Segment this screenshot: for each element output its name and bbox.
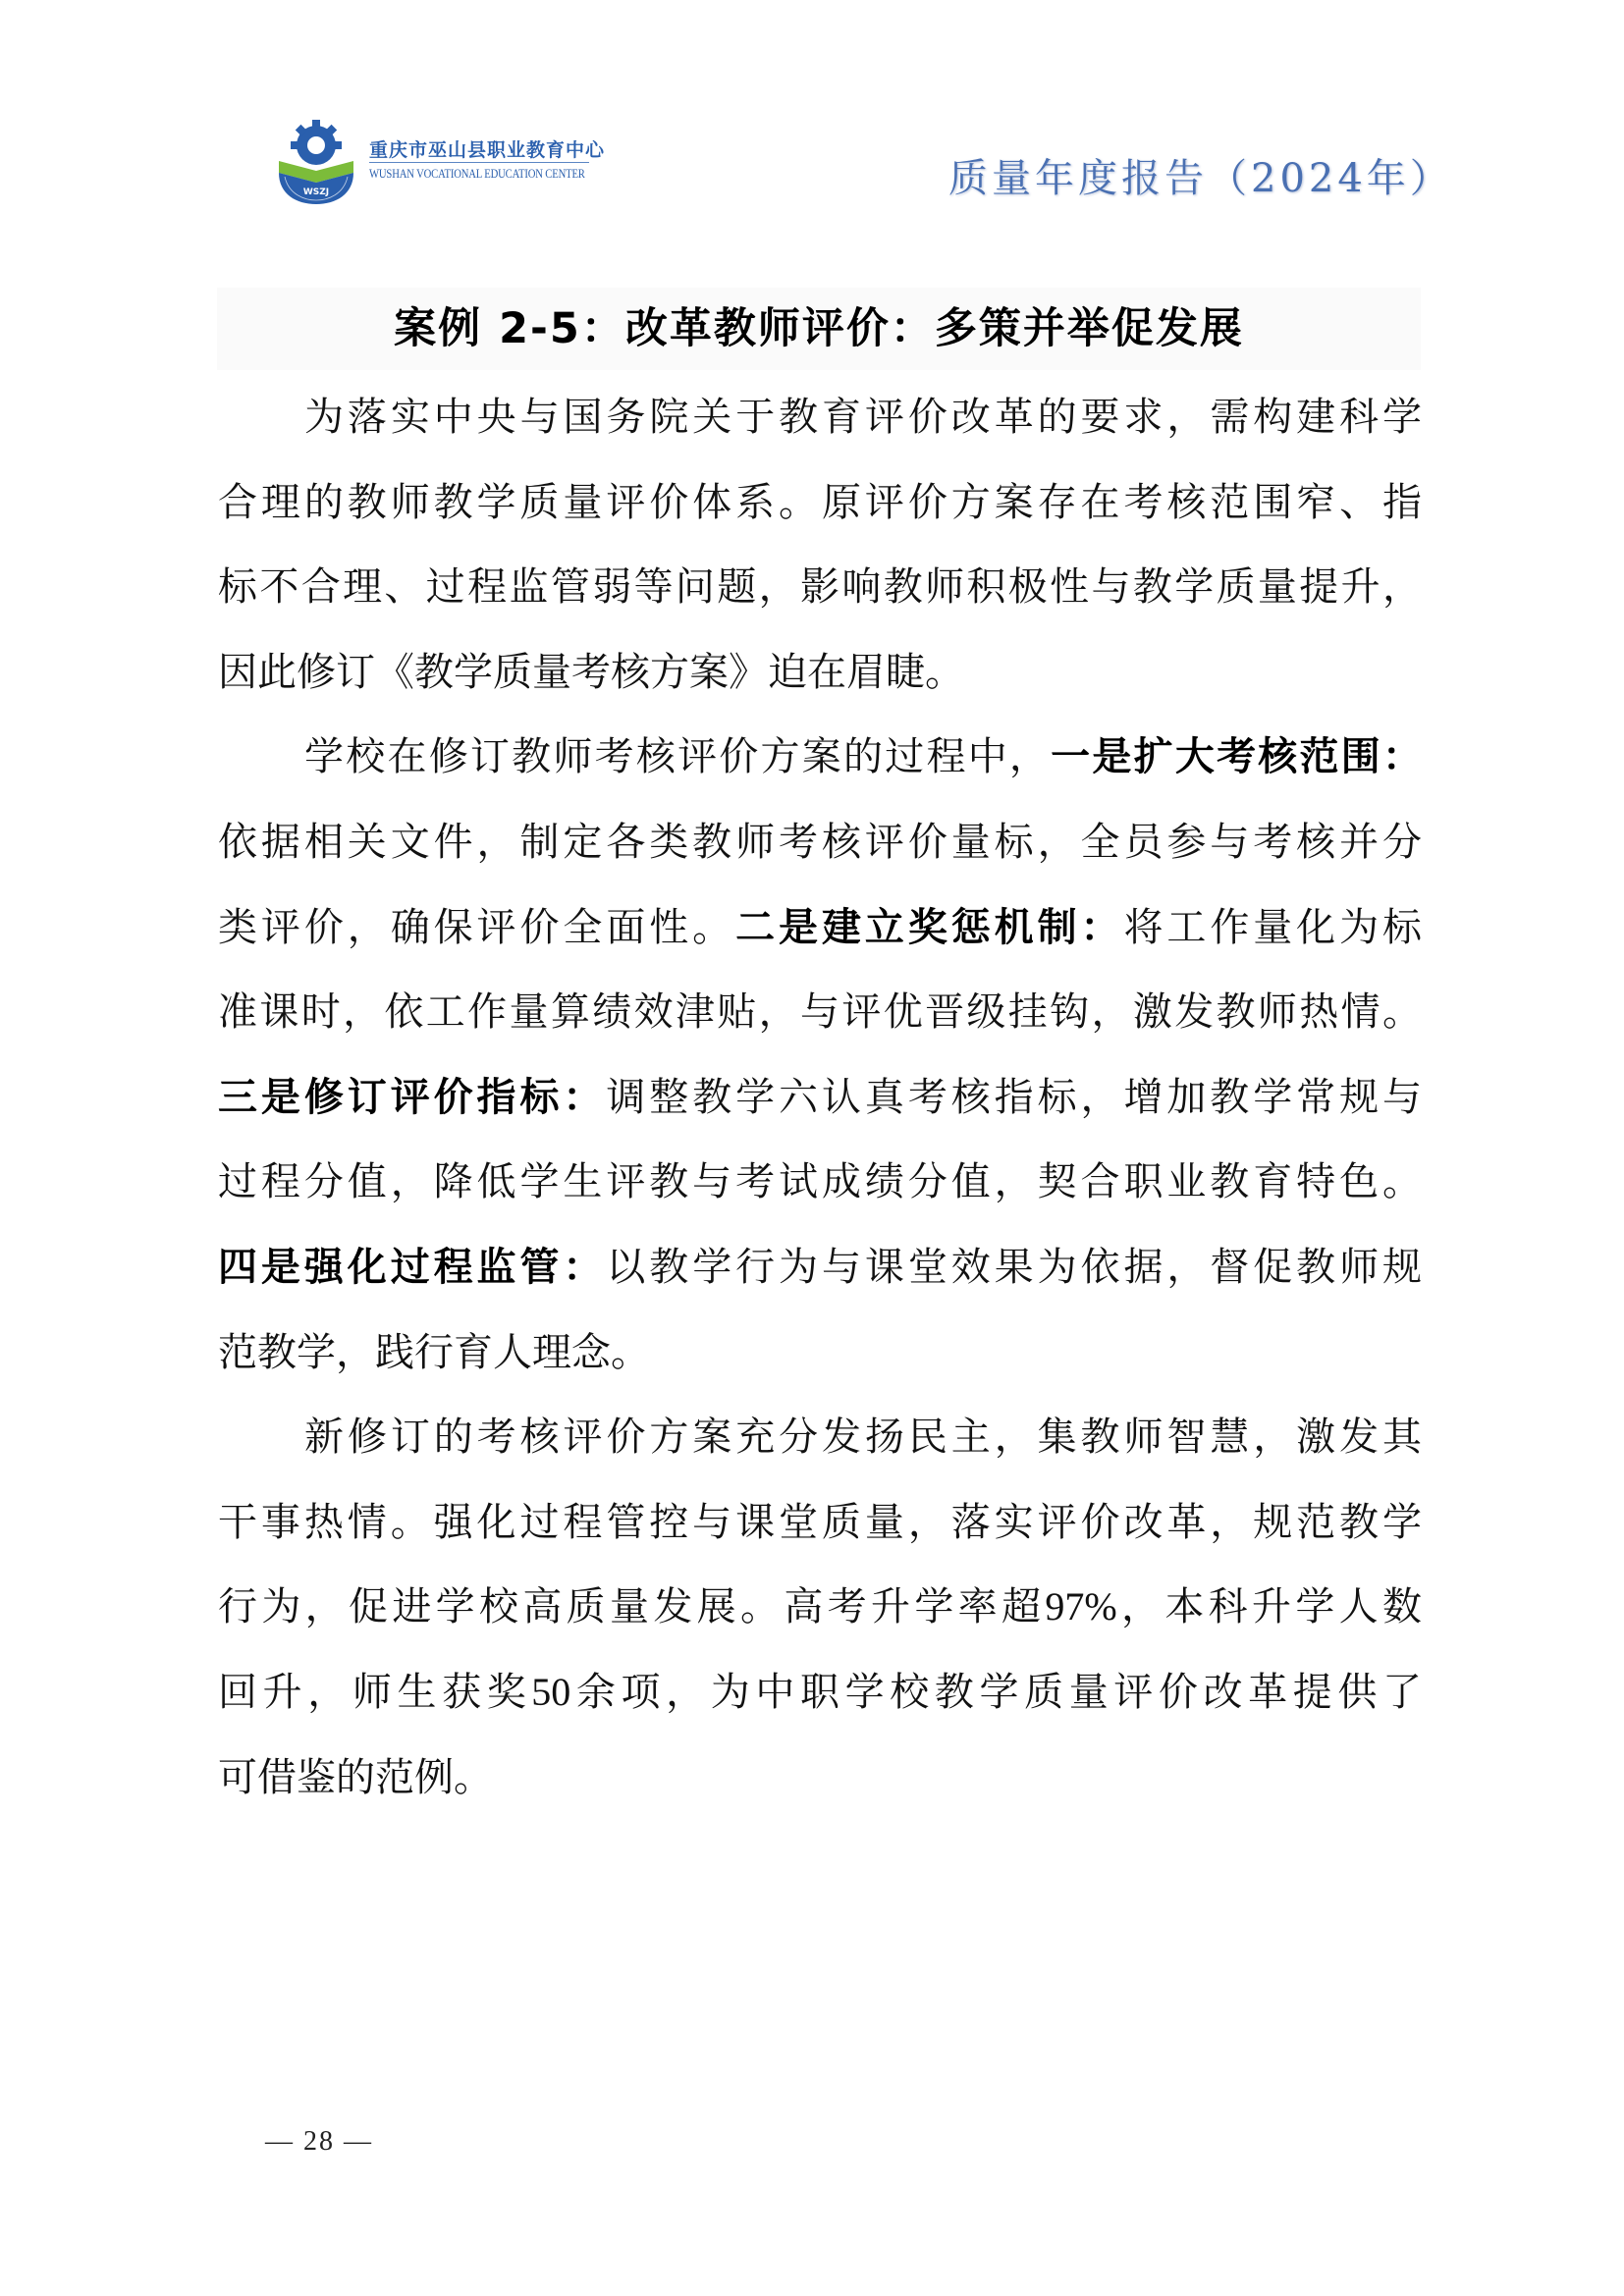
report-title: 质量年度报告（2024年） [948,156,1453,201]
page-header [0,0,1624,236]
body-text: 调整教学六认真考核指标，增加教学常规与 [606,1074,1423,1119]
page-number: — 28 — [265,2126,373,2157]
text-line [218,885,1422,971]
body-text: 标不合理、过程监管弱等问题，影响教师积极性与教学质量提升， [218,564,1422,610]
emphasis-text: 三是修订评价指标： [218,1074,607,1120]
emphasis-text: 一是扩大考核范围： [1051,734,1423,780]
text-line [218,715,1422,800]
text-line [218,1395,1422,1480]
body-text: 准课时，依工作量算绩效津贴，与评优晋级挂钩，激发教师热情。 [218,989,1422,1035]
text-line [218,375,1422,460]
text-line [218,1650,1422,1735]
school-name-en: WUSHAN VOCATIONAL EDUCATION CENTER [369,166,585,181]
case-title-band [217,288,1421,370]
body-text: 学校在修订教师考核评价方案的过程中， [304,734,1052,779]
body-text: 为落实中央与国务院关于教育评价改革的要求，需构建科学 [304,395,1422,439]
case-title: 案例 2-5：改革教师评价：多策并举促发展 [394,304,1244,353]
body-text: 合理的教师教学质量评价体系。原评价方案存在考核范围窄、指 [218,479,1422,524]
gear-book-emblem-icon [271,116,361,206]
body-text: 新修订的考核评价方案充分发扬民主，集教师智慧，激发其 [304,1415,1422,1460]
school-name-cn: 重庆市巫山县职业教育中心 [369,139,606,161]
paragraph [218,375,1422,715]
body-text: 可借鉴的范例。 [218,1754,493,1799]
text-line [218,1140,1422,1225]
case-body [218,375,1422,1820]
body-text: 因此修订《教学质量考核方案》迫在眉睫。 [218,649,964,694]
body-text: 过程分值，降低学生评教与考试成绩分值，契合职业教育特色。 [218,1159,1422,1204]
text-line [218,1310,1422,1396]
body-text: 回升，师生获奖50余项，为中职学校教学质量评价改革提供了 [218,1669,1422,1714]
body-text: 行为，促进学校高质量发展。高考升学率超97%，本科升学人数 [218,1584,1422,1629]
school-logo [271,116,606,206]
text-line [218,1565,1422,1650]
text-line [218,1225,1422,1310]
text-line [218,545,1422,630]
paragraph [218,1395,1422,1820]
body-text: 依据相关文件，制定各类教师考核评价量标，全员参与考核并分 [218,819,1422,864]
body-text: 将工作量化为标 [1123,904,1423,949]
paragraph [218,715,1422,1395]
body-text: 以教学行为与课堂效果为依据，督促教师规 [606,1244,1423,1289]
text-line [218,970,1422,1055]
emphasis-text: 四是强化过程监管： [218,1244,607,1290]
text-line [218,1480,1422,1566]
body-text: 范教学，践行育人理念。 [218,1329,650,1374]
body-text: 干事热情。强化过程管控与课堂质量，落实评价改革，规范教学 [218,1499,1422,1544]
logo-divider [369,162,589,163]
text-line [218,1055,1422,1141]
body-text: 类评价，确保评价全面性。 [218,904,736,949]
text-line [218,800,1422,885]
svg-text:WSZJ: WSZJ [302,187,330,197]
text-line [218,460,1422,546]
text-line [218,630,1422,716]
emphasis-text: 二是建立奖惩机制： [735,904,1124,950]
text-line [218,1735,1422,1821]
